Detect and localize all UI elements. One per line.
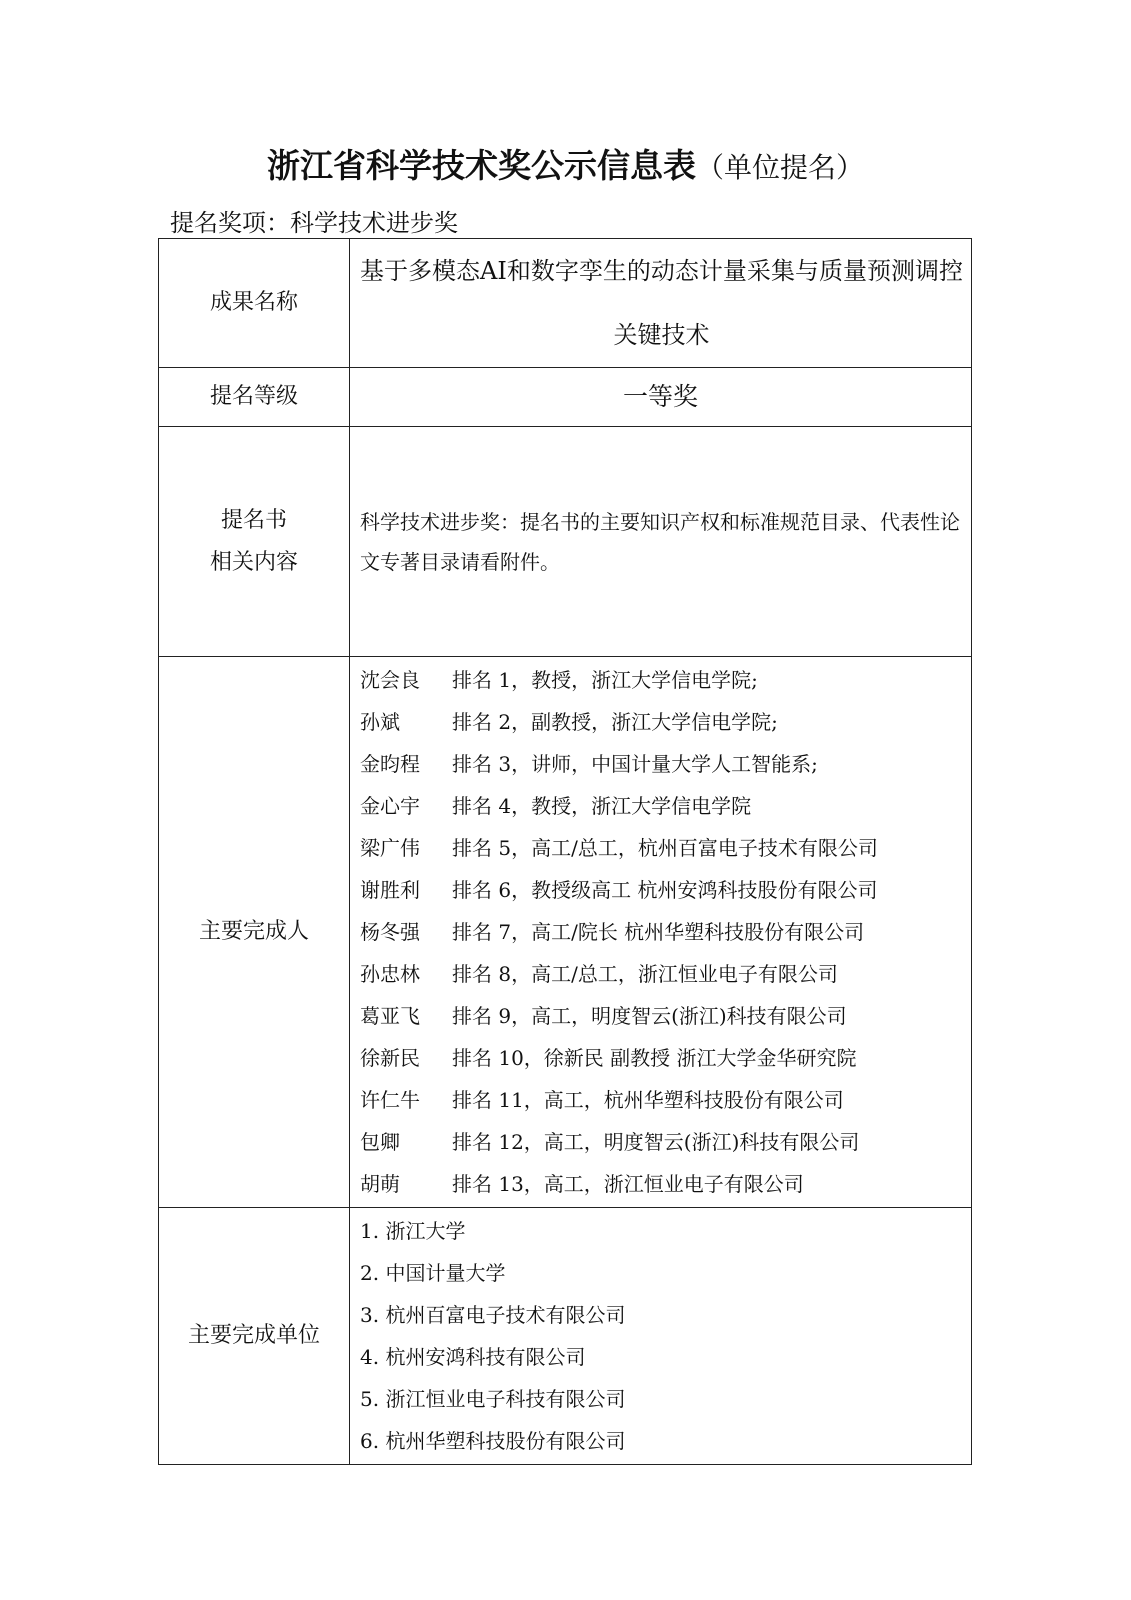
title-main: 浙江省科学技术奖公示信息表 (266, 146, 696, 185)
person-detail: 排名 11，高工，杭州华塑科技股份有限公司 (452, 1088, 844, 1112)
cell-content (350, 427, 972, 657)
unit-row: 6. 杭州华塑科技股份有限公司 (360, 1429, 626, 1453)
person-row (350, 1163, 971, 1205)
label-content (159, 427, 350, 657)
units-list (350, 1208, 971, 1464)
award-level: 一等奖 (622, 382, 698, 411)
person-row (350, 911, 971, 953)
person-name: 杨冬强 (360, 920, 420, 944)
person-row (350, 869, 971, 911)
person-name: 梁广伟 (360, 836, 420, 860)
label-content-line2: 相关内容 (209, 549, 298, 575)
person-name: 孙忠林 (360, 962, 420, 986)
cell-achievement (350, 239, 972, 368)
person-detail: 排名 7，高工/院长 杭州华塑科技股份有限公司 (452, 920, 865, 944)
person-detail: 排名 13，高工，浙江恒业电子有限公司 (452, 1172, 804, 1196)
label-units: 主要完成单位 (159, 1208, 350, 1465)
person-row (350, 995, 971, 1037)
row-achievement (159, 239, 972, 368)
award-category: 提名奖项：科学技术进步奖 (170, 209, 458, 237)
person-row (350, 701, 971, 743)
achievement-name: 基于多模态AI和数字孪生的动态计量采集与质量预测调控关键技术 (360, 257, 963, 349)
unit-row: 4. 杭州安鸿科技有限公司 (360, 1345, 586, 1369)
person-detail: 排名 8，高工/总工，浙江恒业电子有限公司 (452, 962, 838, 986)
person-detail: 排名 3，讲师，中国计量大学人工智能系; (452, 752, 818, 776)
person-row (350, 1079, 971, 1121)
person-detail: 排名 5，高工/总工，杭州百富电子技术有限公司 (452, 836, 878, 860)
person-row (350, 953, 971, 995)
cell-persons (350, 657, 972, 1208)
document-title (0, 140, 1131, 187)
cell-units (350, 1208, 972, 1465)
person-name: 金心宇 (360, 794, 420, 818)
unit-row: 2. 中国计量大学 (360, 1261, 506, 1285)
row-persons (159, 657, 972, 1208)
persons-list (350, 657, 971, 1207)
label-achievement: 成果名称 (159, 239, 350, 368)
person-row (350, 659, 971, 701)
person-name: 许仁牛 (360, 1088, 420, 1112)
person-row (350, 827, 971, 869)
person-name: 金昀程 (360, 752, 420, 776)
person-name: 葛亚飞 (360, 1004, 420, 1028)
person-name: 谢胜利 (360, 878, 420, 902)
person-detail: 排名 1，教授，浙江大学信电学院; (452, 668, 758, 692)
person-name: 包卿 (360, 1130, 400, 1154)
unit-row: 3. 杭州百富电子技术有限公司 (360, 1303, 626, 1327)
person-detail: 排名 6，教授级高工 杭州安鸿科技股份有限公司 (452, 878, 878, 902)
person-name: 沈会良 (360, 668, 420, 692)
unit-row: 1. 浙江大学 (360, 1219, 466, 1243)
person-name: 胡萌 (360, 1172, 400, 1196)
row-level (159, 368, 972, 427)
info-table (158, 238, 972, 1465)
person-detail: 排名 10，徐新民 副教授 浙江大学金华研究院 (452, 1046, 857, 1070)
title-sub: （单位提名） (695, 151, 864, 184)
row-units (159, 1208, 972, 1465)
person-detail: 排名 4，教授，浙江大学信电学院 (452, 794, 752, 818)
person-name: 徐新民 (360, 1046, 420, 1070)
cell-level (350, 368, 972, 427)
person-detail: 排名 2，副教授，浙江大学信电学院; (452, 710, 778, 734)
person-row (350, 785, 971, 827)
label-level: 提名等级 (159, 368, 350, 427)
person-name: 孙斌 (360, 710, 400, 734)
person-row (350, 1037, 971, 1079)
person-row (350, 743, 971, 785)
label-content-line1: 提名书 (220, 507, 287, 533)
nomination-content: 科学技术进步奖：提名书的主要知识产权和标准规范目录、代表性论文专著目录请看附件。 (360, 509, 960, 574)
person-detail: 排名 12，高工，明度智云(浙江)科技有限公司 (452, 1130, 860, 1154)
label-persons: 主要完成人 (159, 657, 350, 1208)
person-row (350, 1121, 971, 1163)
unit-row: 5. 浙江恒业电子科技有限公司 (360, 1387, 626, 1411)
row-content (159, 427, 972, 657)
person-detail: 排名 9，高工，明度智云(浙江)科技有限公司 (452, 1004, 847, 1028)
